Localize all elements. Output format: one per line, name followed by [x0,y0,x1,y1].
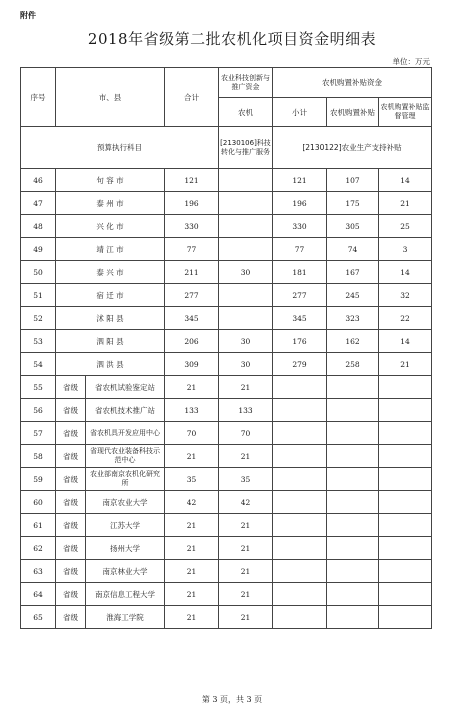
row-machinery [219,215,273,238]
row-machinery: 30 [219,353,273,376]
row-level: 省级 [56,376,86,399]
row-seq: 62 [21,537,56,560]
unit-label: 单位：万元 [392,57,430,66]
row-level: 省级 [56,560,86,583]
row-total: 42 [165,491,219,514]
row-area-name: 句 容 市 [56,169,165,192]
row-level: 省级 [56,399,86,422]
row-seq: 56 [21,399,56,422]
table-row [21,422,432,445]
row-subtotal: 181 [273,261,327,284]
row-supervision [379,583,432,606]
header-purchase-subsidy: 农机购置补贴 [327,98,379,127]
row-purchase-subsidy: 74 [327,238,379,261]
row-seq: 55 [21,376,56,399]
row-subtotal: 345 [273,307,327,330]
row-total: 21 [165,583,219,606]
row-total: 345 [165,307,219,330]
row-total: 211 [165,261,219,284]
table-row [21,445,432,468]
row-machinery: 21 [219,560,273,583]
row-total: 21 [165,537,219,560]
row-supervision [379,468,432,491]
row-purchase-subsidy [327,468,379,491]
row-unit-name: 省农机试验鉴定站 [86,376,165,399]
row-seq: 59 [21,468,56,491]
row-seq: 49 [21,238,56,261]
row-supervision [379,376,432,399]
row-subtotal [273,606,327,629]
table-row [21,238,432,261]
row-purchase-subsidy [327,606,379,629]
header-area: 市、县 [56,68,165,127]
row-machinery: 21 [219,583,273,606]
table-row [21,330,432,353]
row-area-name: 泗 阳 县 [56,330,165,353]
row-unit-name: 南京信息工程大学 [86,583,165,606]
row-machinery: 133 [219,399,273,422]
row-machinery: 30 [219,330,273,353]
row-subtotal [273,376,327,399]
table-row [21,307,432,330]
table-row [21,215,432,238]
row-supervision: 32 [379,284,432,307]
row-seq: 53 [21,330,56,353]
row-subtotal: 330 [273,215,327,238]
row-seq: 52 [21,307,56,330]
row-seq: 64 [21,583,56,606]
row-machinery: 42 [219,491,273,514]
row-supervision: 3 [379,238,432,261]
row-level: 省级 [56,537,86,560]
row-total: 21 [165,376,219,399]
table-row [21,169,432,192]
row-supervision: 14 [379,169,432,192]
row-subtotal [273,445,327,468]
row-level: 省级 [56,606,86,629]
row-seq: 57 [21,422,56,445]
row-total: 309 [165,353,219,376]
row-subtotal [273,468,327,491]
row-purchase-subsidy: 167 [327,261,379,284]
row-purchase-subsidy [327,491,379,514]
row-purchase-subsidy: 175 [327,192,379,215]
table-row [21,537,432,560]
row-purchase-subsidy [327,376,379,399]
attachment-label: 附件 [20,11,36,20]
table-row [21,399,432,422]
row-level: 省级 [56,445,86,468]
row-purchase-subsidy: 258 [327,353,379,376]
row-purchase-subsidy: 305 [327,215,379,238]
row-total: 21 [165,606,219,629]
row-purchase-subsidy [327,514,379,537]
row-supervision [379,445,432,468]
row-area-name: 靖 江 市 [56,238,165,261]
row-machinery [219,238,273,261]
row-supervision [379,399,432,422]
row-purchase-subsidy [327,537,379,560]
table-row [21,192,432,215]
row-seq: 60 [21,491,56,514]
row-purchase-subsidy: 323 [327,307,379,330]
row-total: 206 [165,330,219,353]
row-level: 省级 [56,422,86,445]
row-machinery: 21 [219,606,273,629]
row-seq: 54 [21,353,56,376]
row-machinery: 70 [219,422,273,445]
row-purchase-subsidy [327,583,379,606]
row-machinery: 21 [219,445,273,468]
row-area-name: 泗 洪 县 [56,353,165,376]
header-innovation-fund: 农业科技创新与推广资金 [219,68,273,98]
row-subtotal [273,422,327,445]
row-seq: 51 [21,284,56,307]
row-machinery: 30 [219,261,273,284]
row-supervision [379,422,432,445]
budget-subject-label: 预算执行科目 [21,127,219,169]
table-row [21,353,432,376]
row-machinery [219,307,273,330]
row-total: 77 [165,238,219,261]
row-unit-name: 江苏大学 [86,514,165,537]
row-area-name: 泰 州 市 [56,192,165,215]
table-row [21,491,432,514]
table-row [21,468,432,491]
table-row [21,606,432,629]
table-row [21,560,432,583]
row-subtotal: 196 [273,192,327,215]
row-area-name: 沭 阳 县 [56,307,165,330]
row-total: 21 [165,560,219,583]
row-subtotal: 77 [273,238,327,261]
row-subtotal [273,560,327,583]
row-level: 省级 [56,583,86,606]
row-total: 121 [165,169,219,192]
header-purchase-fund: 农机购置补贴资金 [273,68,432,98]
row-purchase-subsidy: 162 [327,330,379,353]
row-seq: 65 [21,606,56,629]
row-supervision: 22 [379,307,432,330]
row-purchase-subsidy: 107 [327,169,379,192]
row-seq: 63 [21,560,56,583]
row-machinery: 21 [219,537,273,560]
row-supervision: 21 [379,353,432,376]
row-unit-name: 农业部南京农机化研究所 [86,468,165,491]
row-seq: 50 [21,261,56,284]
row-purchase-subsidy [327,560,379,583]
row-supervision [379,514,432,537]
header-subtotal: 小计 [273,98,327,127]
row-unit-name: 南京农业大学 [86,491,165,514]
row-machinery [219,192,273,215]
row-unit-name: 南京林业大学 [86,560,165,583]
row-unit-name: 省农机具开发应用中心 [86,422,165,445]
row-subtotal: 279 [273,353,327,376]
row-level: 省级 [56,491,86,514]
row-subtotal [273,491,327,514]
row-area-name: 泰 兴 市 [56,261,165,284]
row-purchase-subsidy: 245 [327,284,379,307]
row-total: 277 [165,284,219,307]
row-supervision [379,537,432,560]
table-row [21,514,432,537]
row-subtotal [273,537,327,560]
page-title: 2018年省级第二批农机化项目资金明细表 [87,30,377,48]
row-subtotal: 121 [273,169,327,192]
row-seq: 48 [21,215,56,238]
row-supervision [379,491,432,514]
row-machinery: 21 [219,376,273,399]
row-subtotal: 176 [273,330,327,353]
row-supervision: 25 [379,215,432,238]
row-subtotal: 277 [273,284,327,307]
row-machinery [219,284,273,307]
row-supervision [379,560,432,583]
row-purchase-subsidy [327,399,379,422]
table-row [21,261,432,284]
row-purchase-subsidy [327,422,379,445]
budget-innovation-code: [2130106]科技转化与推广服务 [219,127,273,169]
row-total: 35 [165,468,219,491]
row-total: 330 [165,215,219,238]
row-total: 196 [165,192,219,215]
row-level: 省级 [56,514,86,537]
row-supervision: 14 [379,330,432,353]
row-machinery: 35 [219,468,273,491]
row-seq: 47 [21,192,56,215]
header-supervision: 农机购置补贴监督管理 [379,98,432,127]
row-subtotal [273,583,327,606]
header-seq: 序号 [21,68,56,127]
row-unit-name: 省农机技术推广站 [86,399,165,422]
row-supervision: 21 [379,192,432,215]
row-seq: 46 [21,169,56,192]
table-row [21,284,432,307]
row-subtotal [273,399,327,422]
row-unit-name: 扬州大学 [86,537,165,560]
row-area-name: 宿 迁 市 [56,284,165,307]
row-supervision [379,606,432,629]
header-total: 合计 [165,68,219,127]
row-total: 21 [165,445,219,468]
row-supervision: 14 [379,261,432,284]
row-area-name: 兴 化 市 [56,215,165,238]
table-row [21,376,432,399]
row-subtotal [273,514,327,537]
page-footer: 第 3 页，共 3 页 [201,695,263,704]
row-unit-name: 省现代农业装备科技示范中心 [86,445,165,468]
row-unit-name: 淮海工学院 [86,606,165,629]
funding-table [20,67,432,629]
header-machinery: 农机 [219,98,273,127]
row-level: 省级 [56,468,86,491]
row-machinery [219,169,273,192]
row-seq: 61 [21,514,56,537]
row-total: 70 [165,422,219,445]
row-total: 21 [165,514,219,537]
row-machinery: 21 [219,514,273,537]
row-seq: 58 [21,445,56,468]
table-row [21,583,432,606]
row-purchase-subsidy [327,445,379,468]
row-total: 133 [165,399,219,422]
budget-purchase-code: [2130122]农业生产支持补贴 [273,127,432,169]
